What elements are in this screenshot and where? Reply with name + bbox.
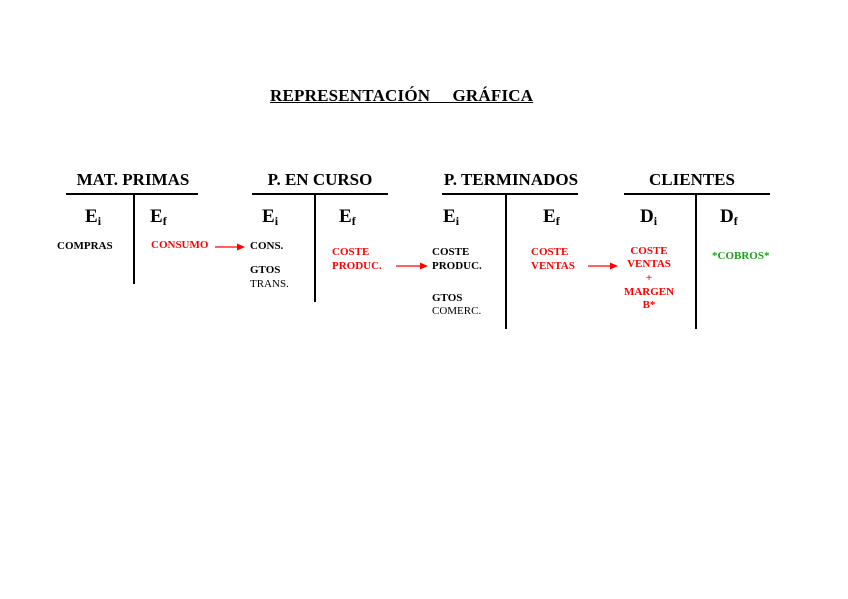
debit-entry: GTOS	[432, 292, 463, 304]
credit-column-header: $E_f$	[150, 206, 167, 228]
debit-entry: VENTAS	[627, 258, 671, 270]
debit-column-header: $E_i$	[85, 206, 102, 228]
debit-entry: PRODUC.	[432, 260, 482, 272]
transfer-arrow-icon	[396, 261, 428, 271]
credit-column-header: $E_f$	[543, 206, 560, 228]
account-title: CLIENTES	[649, 170, 735, 189]
debit-entry: CONS.	[250, 240, 284, 252]
credit-entry: COSTE	[531, 246, 569, 258]
credit-entry: PRODUC.	[332, 260, 382, 272]
debit-entry: GTOS	[250, 264, 281, 276]
debit-entry: MARGEN	[623, 286, 675, 298]
debit-entry: TRANS.	[250, 278, 289, 290]
debit-column-header: $D_i$	[640, 206, 658, 228]
account-title: P. EN CURSO	[267, 170, 373, 189]
t-account-divider	[695, 194, 697, 329]
credit-column-header: $E_f$	[339, 206, 356, 228]
transfer-arrow-icon	[215, 242, 245, 252]
t-account-top-line	[442, 193, 578, 195]
t-account-divider	[133, 194, 135, 284]
debit-entry: COSTE	[630, 245, 668, 257]
account-title: P. TERMINADOS	[443, 170, 579, 189]
debit-column-header: $E_i$	[262, 206, 279, 228]
credit-column-header: $D_f$	[720, 206, 738, 228]
credit-entry: COSTE	[332, 246, 370, 258]
account-title: MAT. PRIMAS	[76, 170, 190, 189]
t-account-top-line	[66, 193, 198, 195]
credit-entry: VENTAS	[531, 260, 575, 272]
credit-entry: CONSUMO	[151, 239, 209, 251]
debit-entry: B*	[642, 299, 656, 311]
t-account-top-line	[624, 193, 770, 195]
credit-entry: *COBROS*	[712, 250, 770, 262]
debit-entry: +	[645, 272, 653, 284]
debit-entry: COSTE	[432, 246, 470, 258]
debit-column-header: $E_i$	[443, 206, 460, 228]
t-account-divider	[314, 194, 316, 302]
debit-entry: COMPRAS	[57, 240, 113, 252]
debit-entry: COMERC.	[432, 305, 482, 317]
t-account-divider	[505, 194, 507, 329]
t-account-top-line	[252, 193, 388, 195]
page-title: REPRESENTACIÓN GRÁFICA	[270, 86, 534, 105]
transfer-arrow-icon	[588, 261, 618, 271]
